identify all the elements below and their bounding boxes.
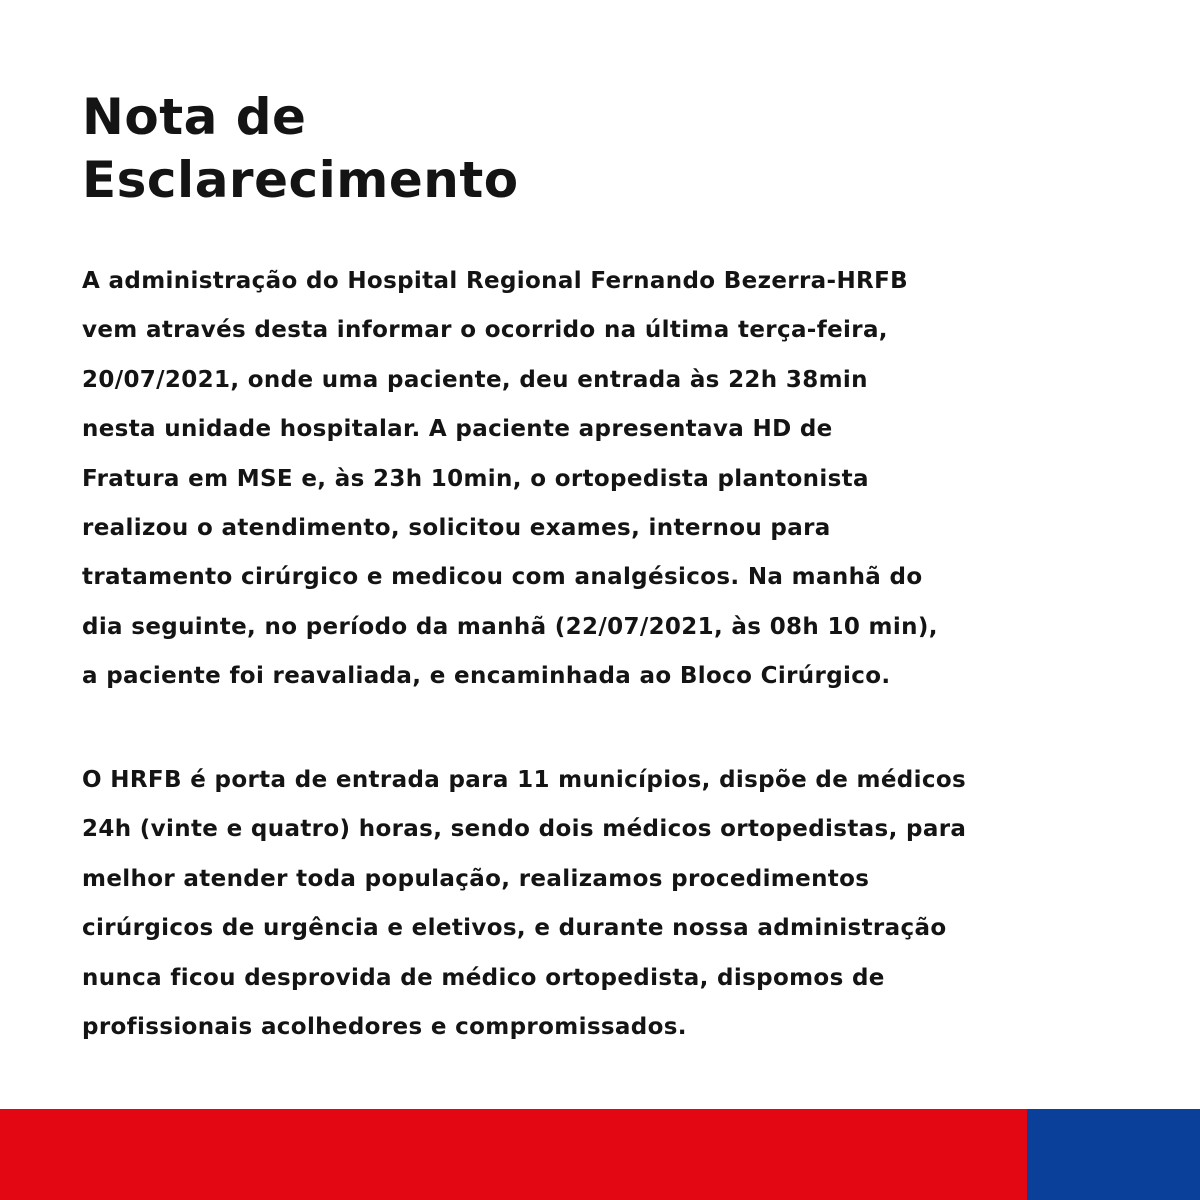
footer-blue-bar	[1027, 1109, 1200, 1200]
paragraph-line: nesta unidade hospitalar. A paciente apresentava HD de	[82, 416, 833, 443]
paragraph-line: a paciente foi reavaliada, e encaminhada ao Bloco Cirúrgico.	[82, 663, 891, 690]
paragraph-line: melhor atender toda população, realizamos procedimentos	[82, 865, 870, 892]
paragraph-hospital-info	[82, 756, 1127, 1052]
paragraph-line: nunca ficou desprovida de médico ortopedista, dispomos de	[82, 964, 885, 991]
paragraph-line: tratamento cirúrgico e medicou com analgésicos. Na manhã do	[82, 564, 923, 591]
paragraph-line: O HRFB é porta de entrada para 11 municípios, dispõe de médicos	[82, 767, 967, 793]
paragraph-line: dia seguinte, no período da manhã (22/07/2021, às 08h 10 min),	[82, 613, 938, 640]
paragraph-line: realizou o atendimento, solicitou exames, internou para	[82, 515, 831, 542]
paragraph-line: 24h (vinte e quatro) horas, sendo dois médicos ortopedistas, para	[82, 816, 967, 843]
paragraph-line: profissionais acolhedores e compromissados.	[82, 1014, 687, 1041]
paragraph-line: cirúrgicos de urgência e eletivos, e durante nossa administração	[82, 915, 947, 942]
title-line-2: Esclarecimento	[82, 150, 519, 209]
paragraph-line: 20/07/2021, onde uma paciente, deu entrada às 22h 38min	[82, 366, 868, 393]
page-title	[82, 86, 842, 211]
paragraph-line: vem através desta informar o ocorrido na última terça-feira,	[82, 317, 888, 344]
footer-red-bar	[0, 1109, 1027, 1200]
paragraph-line: A administração do Hospital Regional Fernando Bezerra-HRFB	[82, 268, 909, 294]
paragraph-incident-report	[82, 257, 1127, 702]
paragraph-line: Fratura em MSE e, às 23h 10min, o ortopedista plantonista	[82, 465, 869, 492]
title-line-1: Nota de	[82, 88, 307, 146]
